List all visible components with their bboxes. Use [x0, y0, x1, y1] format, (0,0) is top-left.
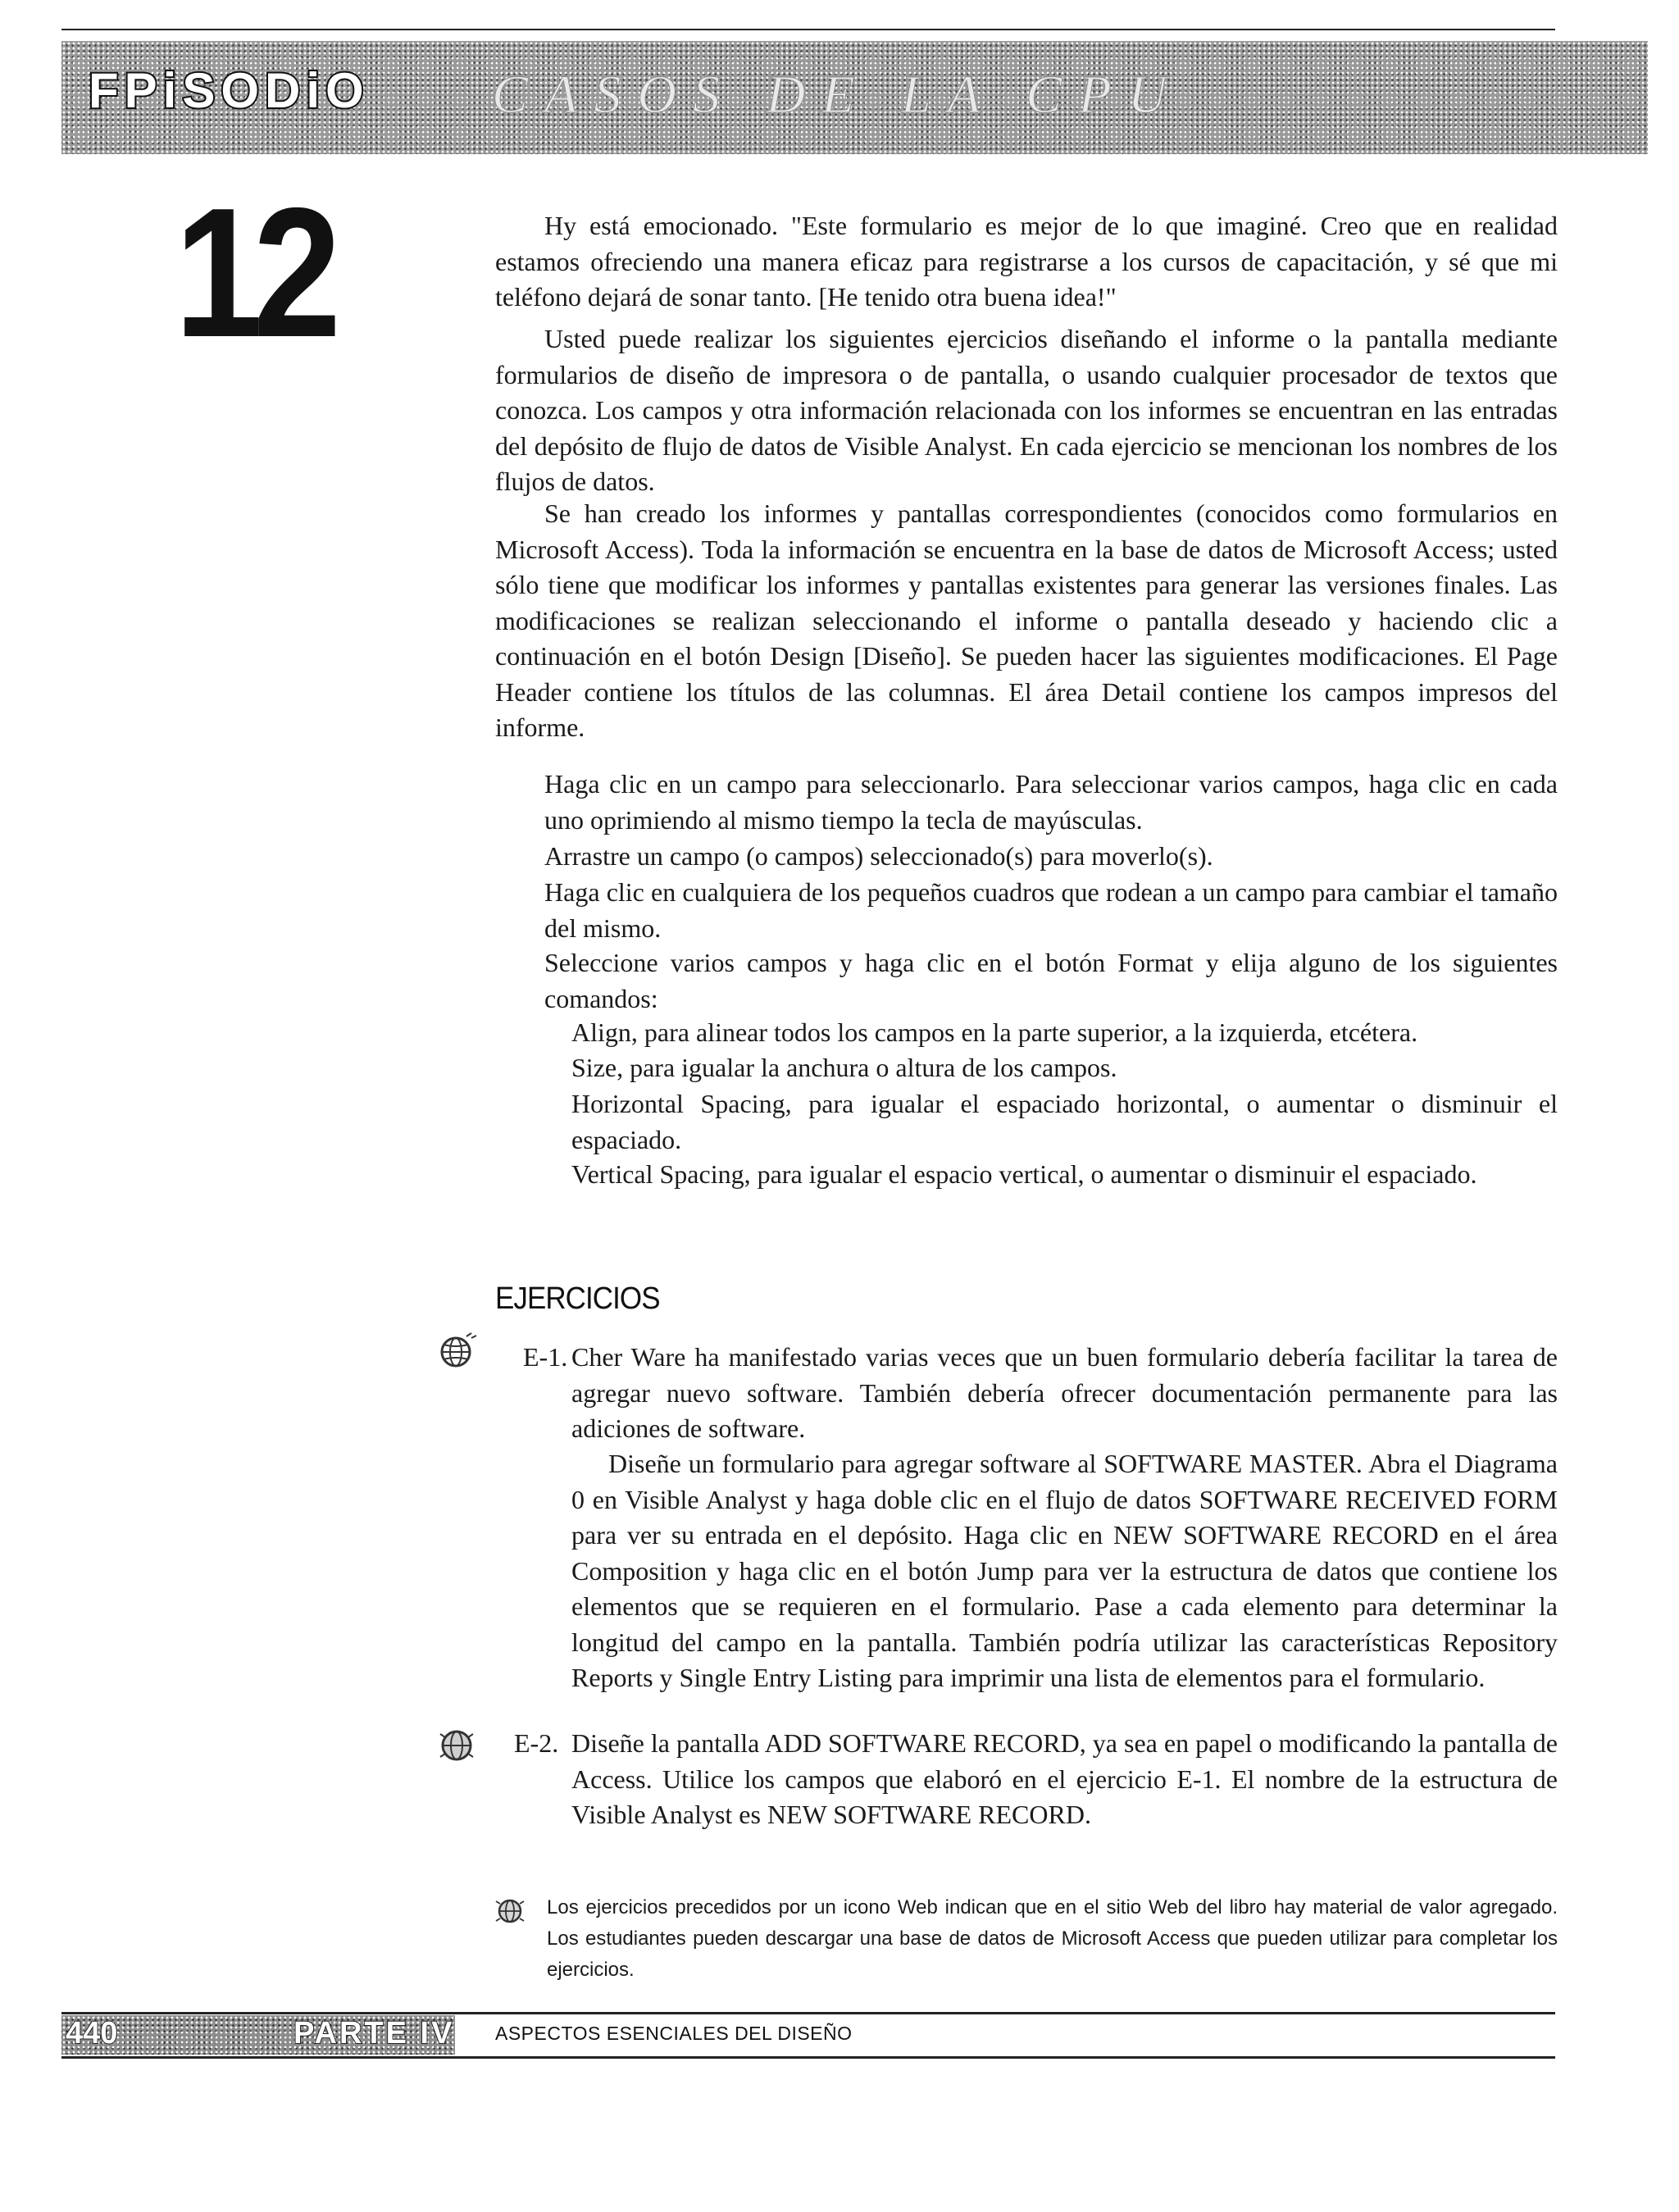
- episode-label: FPiSODiO: [89, 63, 370, 118]
- web-globe-icon: [494, 1895, 526, 1928]
- exercise-id: E-2.: [514, 1728, 559, 1758]
- part-label: PARTE IV: [293, 2016, 455, 2050]
- command-item: Horizontal Spacing, para igualar el espaciado horizontal, o aumentar o disminuir el espaciado.: [571, 1089, 1558, 1154]
- intro-paragraph-2: Usted puede realizar los siguientes ejercicios diseñando el informe o la pantalla mediante formularios de diseño de impresora o de pantalla, o usando cualquier procesador de textos que conozca. Los campos y otra información relacionada con los informes se encuentran en las entradas del depósito de flujo de datos de Visible Analyst. En cada ejercicio se mencionan los nombres de los flujos de datos.: [495, 324, 1558, 496]
- exercise-text: Cher Ware ha manifestado varias veces que un buen formulario debería facilitar la tarea de agregar nuevo software. También debería ofrecer documentación permanente para las adiciones de software.: [571, 1342, 1558, 1443]
- footnote: Los ejercicios precedidos por un icono Web indican que en el sitio Web del libro hay material de valor agregado. Los estudiantes pueden descargar una base de datos de Microsoft Access que pueden utilizar para completar los ejercicios.: [547, 1896, 1558, 1981]
- instruction-item: Seleccione varios campos y haga clic en el botón Format y elija alguno de los siguientes comandos:: [544, 948, 1558, 1013]
- exercise-text: Diseñe la pantalla ADD SOFTWARE RECORD, ya sea en papel o modificando la pantalla de Access. Utilice los campos que elaboró en el ejercicio E-1. El nombre de la estructura de Visible Analyst es NEW SOFTWARE RECORD.: [571, 1728, 1558, 1829]
- command-item: Size, para igualar la anchura o altura de los campos.: [571, 1053, 1117, 1082]
- footer-section-title: ASPECTOS ESENCIALES DEL DISEÑO: [495, 2023, 853, 2044]
- exercise-id: E-1.: [523, 1342, 568, 1372]
- web-globe-icon: [437, 1726, 476, 1765]
- instruction-item: Arrastre un campo (o campos) seleccionado(s) para moverlo(s).: [544, 841, 1213, 871]
- exercises-heading: EJERCICIOS: [495, 1281, 660, 1316]
- command-item: Align, para alinear todos los campos en la parte superior, a la izquierda, etcétera.: [571, 1017, 1418, 1047]
- top-rule: [61, 29, 1555, 30]
- instruction-item: Haga clic en un campo para seleccionarlo. Para seleccionar varios campos, haga clic en cada uno oprimiendo al mismo tiempo la tecla de mayúsculas.: [544, 769, 1558, 835]
- intro-paragraph-1: Hy está emocionado. "Este formulario es mejor de lo que imaginé. Creo que en realidad estamos ofreciendo una manera eficaz para registrarse a los cursos de capacitación, y sé que mi teléfono dejará de sonar tanto. [He tenido otra buena idea!": [495, 211, 1558, 312]
- chapter-number: 12: [175, 169, 332, 375]
- command-item: Vertical Spacing, para igualar el espacio vertical, o aumentar o disminuir el espaciado.: [571, 1159, 1477, 1189]
- exercise-text-continued: Diseñe un formulario para agregar software al SOFTWARE MASTER. Abra el Diagrama 0 en Visible Analyst y haga doble clic en el flujo de datos SOFTWARE RECEIVED FORM para ver su entrada en el depósito. Haga clic en NEW SOFTWARE RECORD en el área Composition y haga clic en el botón Jump para ver la estructura de datos que contiene los elementos que se requieren en el formulario. Pase a cada elemento para determinar la longitud del campo en la pantalla. También podría utilizar las características Repository Reports y Single Entry Listing para imprimir una lista de elementos para el formulario.: [571, 1449, 1558, 1692]
- web-globe-icon: [437, 1330, 478, 1372]
- episode-title: CASOS DE LA CPU: [492, 65, 1184, 125]
- intro-paragraph-3: Se han creado los informes y pantallas correspondientes (conocidos como formularios en Microsoft Access). Toda la información se encuentra en la base de datos de Microsoft Access; usted sólo tiene que modificar los informes y pantallas existentes para generar las versiones finales. Las modificaciones se realizan seleccionando el informe o pantalla deseado y haciendo clic a continuación en el botón Design [Diseño]. Se pueden hacer las siguientes modificaciones. El Page Header contiene los títulos de las columnas. El área Detail contiene los campos impresos del informe.: [495, 498, 1558, 742]
- footer-rule-bottom: [61, 2056, 1555, 2059]
- page-number: 440: [66, 2016, 118, 2050]
- footer-rule-top: [61, 2012, 1555, 2014]
- instruction-item: Haga clic en cualquiera de los pequeños cuadros que rodean a un campo para cambiar el tamaño del mismo.: [544, 877, 1558, 943]
